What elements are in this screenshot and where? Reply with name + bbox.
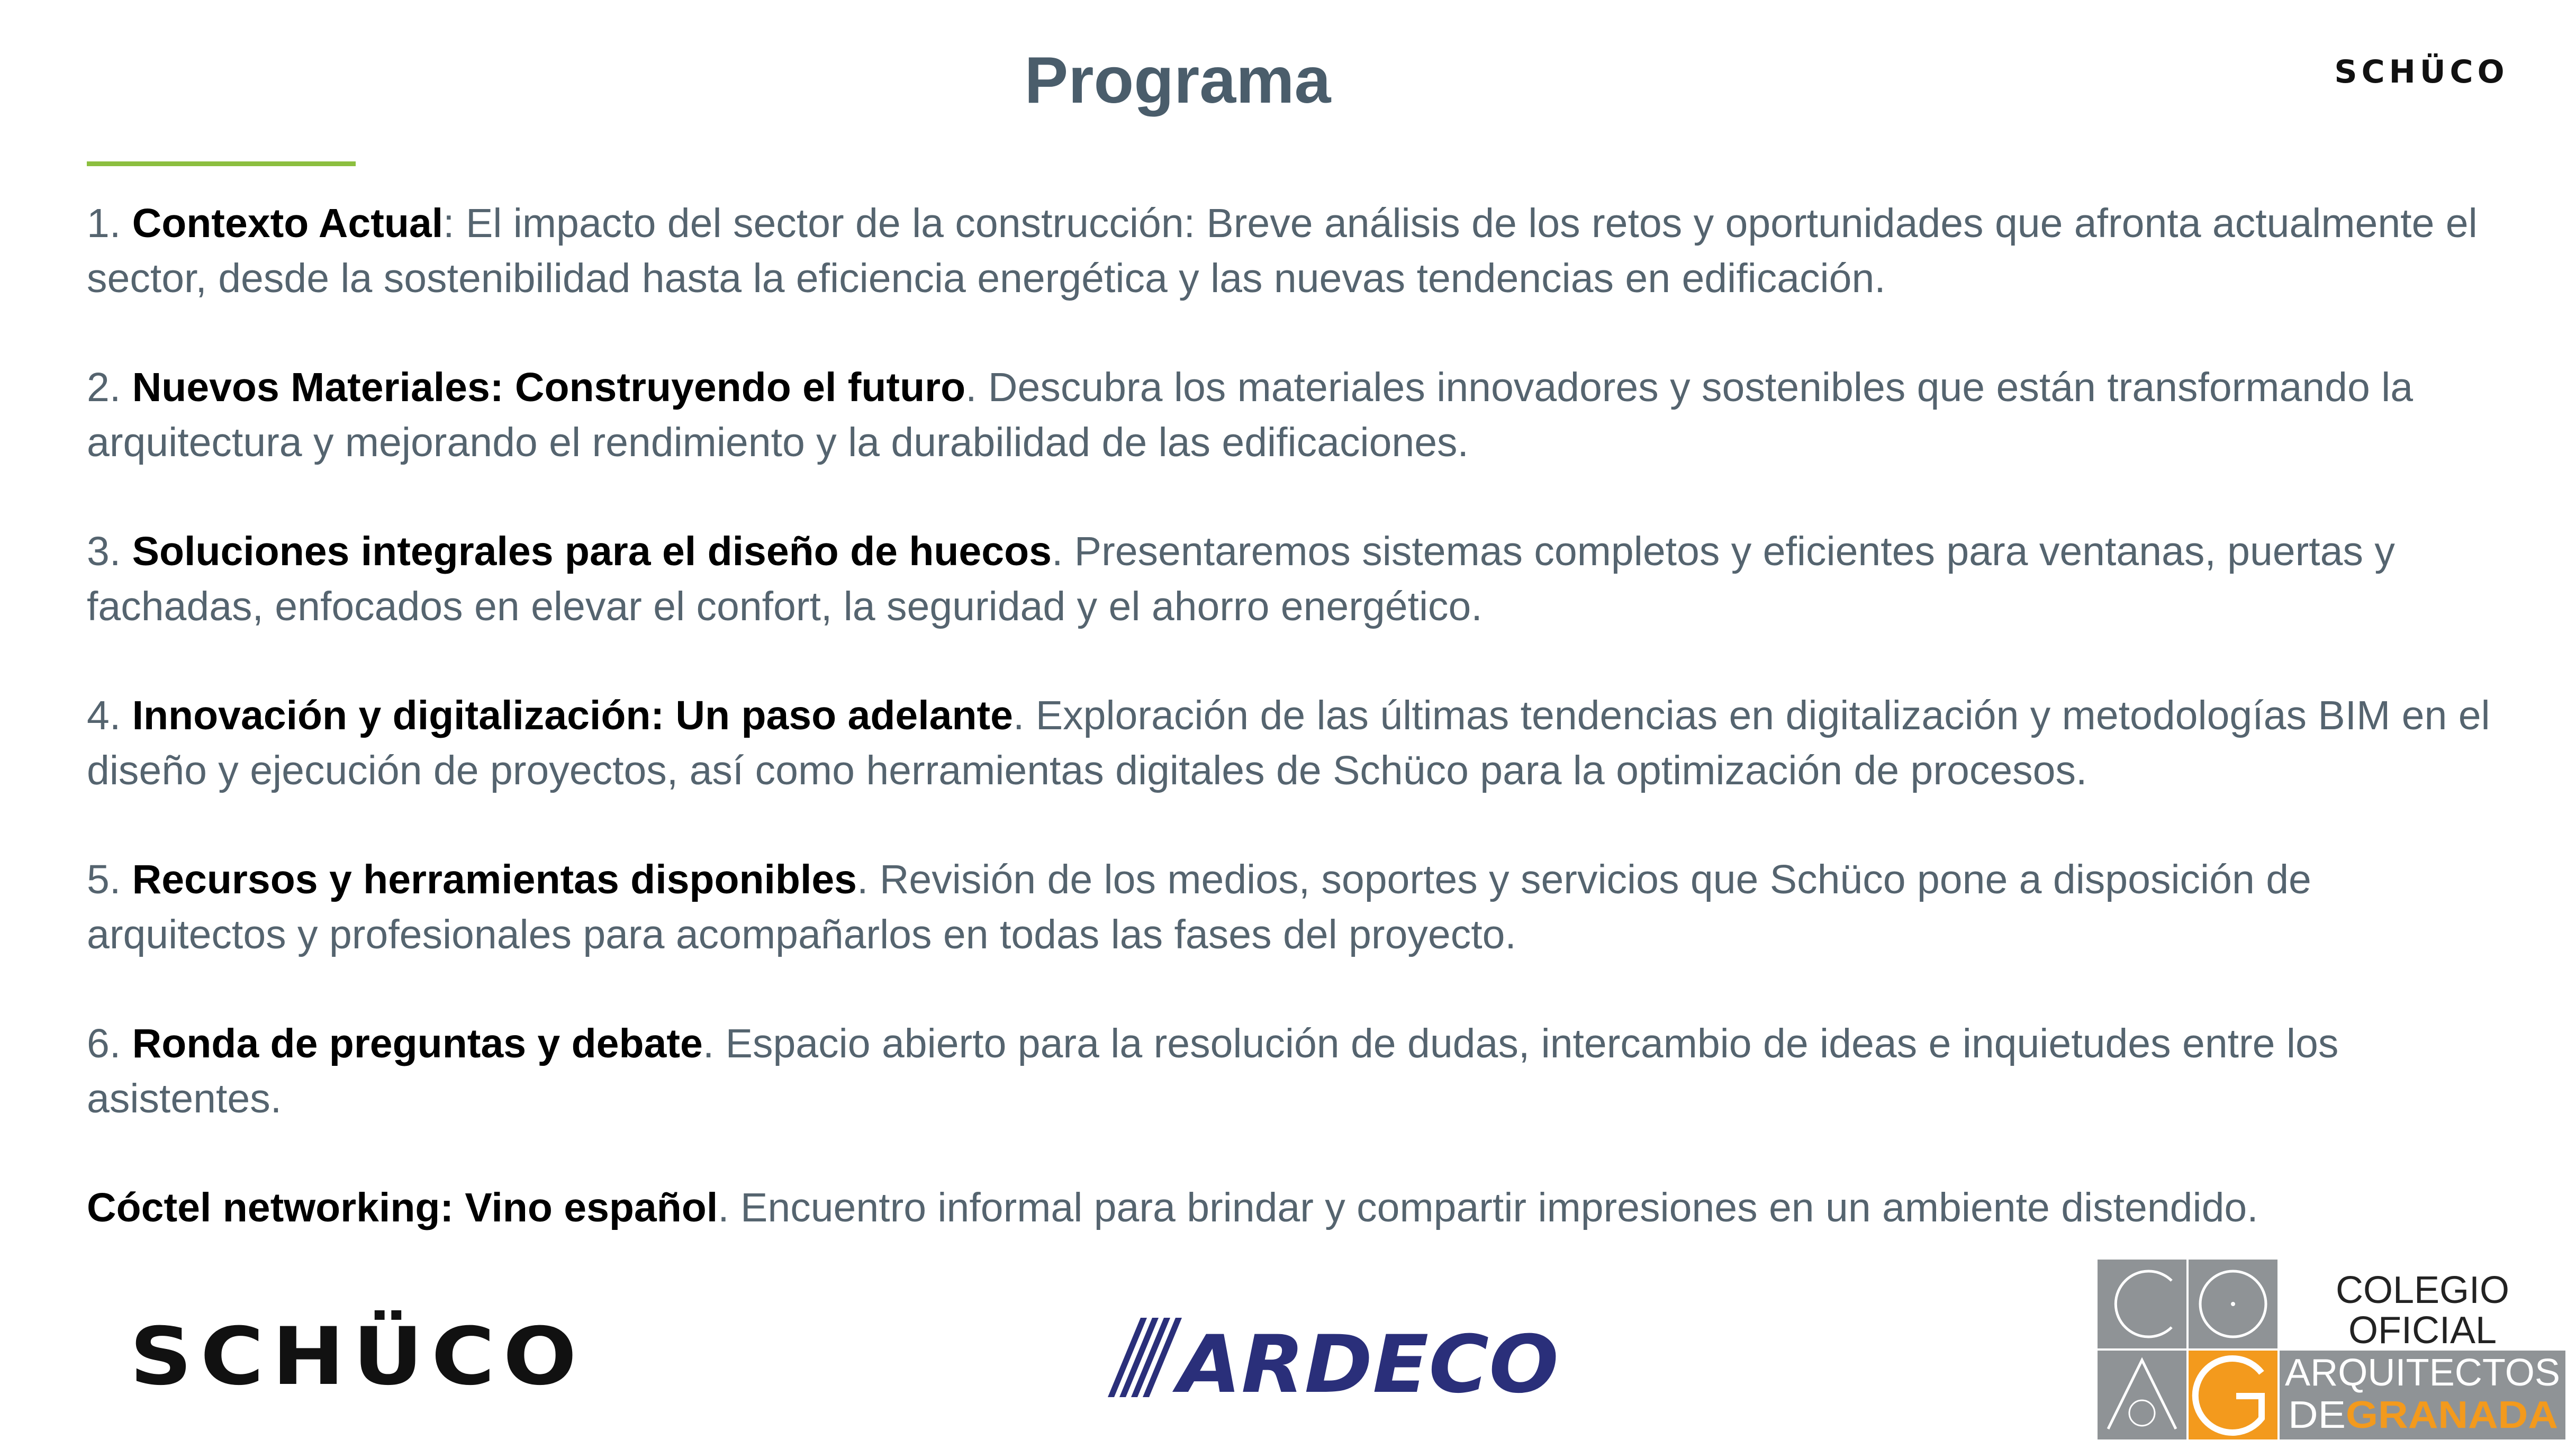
ardeco-logo-text: ARDECO xyxy=(1172,1319,1559,1402)
schuco-logo-icon xyxy=(124,1305,590,1394)
coag-line-4 xyxy=(2288,1394,2558,1436)
item-text: El impacto del sector de la construcción: Breve análisis de los retos y oportunidades que afronta actualmente el sector, desde la sostenibilidad hasta la eficiencia energética y las nuevas tendencias en edificación. xyxy=(87,201,2478,301)
program-list xyxy=(87,196,2521,1289)
header-schuco-logo-icon xyxy=(2324,48,2519,90)
coag-line-3: ARQUITECTOS xyxy=(2285,1352,2560,1394)
item-number: 6. xyxy=(87,1021,132,1066)
item-separator: . xyxy=(1051,529,1074,574)
item-separator: . xyxy=(702,1021,726,1066)
item-heading: Cóctel networking: Vino español xyxy=(87,1185,718,1230)
coag-line-4-prefix: DE xyxy=(2288,1394,2342,1436)
program-item-2 xyxy=(87,360,2521,470)
item-text: Exploración de las últimas tendencias en digitalización y metodologías BIM en el diseño y ejecución de proyectos, así como herramientas digitales de Schüco para la optimización de procesos. xyxy=(87,693,2490,793)
coag-logo-icon xyxy=(2098,1260,2565,1439)
coag-line-1: COLEGIO xyxy=(2335,1269,2510,1311)
item-number: 2. xyxy=(87,365,132,410)
item-heading: Contexto Actual xyxy=(132,201,444,246)
coag-line-4-bold: GRANADA xyxy=(2346,1394,2541,1436)
item-text: Presentaremos sistemas completos y eficientes para ventanas, puertas y fachadas, enfocados en elevar el confort, la seguridad y el ahorro energético. xyxy=(87,529,2395,629)
coag-dot xyxy=(2231,1302,2235,1306)
item-separator: . xyxy=(965,365,988,410)
item-text: Revisión de los medios, soportes y servicios que Schüco pone a disposición de arquitectos y profesionales para acompañarlos en todas las fases del proyecto. xyxy=(87,857,2311,957)
item-heading: Innovación y digitalización: Un paso adelante xyxy=(132,693,1013,738)
program-item-6 xyxy=(87,1016,2521,1126)
program-item-3 xyxy=(87,524,2521,634)
header-logo-text: SCHÜCO xyxy=(2334,53,2509,90)
item-separator: . xyxy=(857,857,880,902)
item-number: 4. xyxy=(87,693,132,738)
item-heading: Recursos y herramientas disponibles xyxy=(132,857,857,902)
program-item-1 xyxy=(87,196,2521,306)
item-text: Descubra los materiales innovadores y sostenibles que están transformando la arquitectura y mejorando el rendimiento y la durabilidad de las edificaciones. xyxy=(87,365,2414,465)
item-heading: Nuevos Materiales: Construyendo el futuro xyxy=(132,365,966,410)
program-item-5 xyxy=(87,852,2521,962)
schuco-logo-text: SCHÜCO xyxy=(130,1311,547,1394)
item-number: 3. xyxy=(87,529,132,574)
program-item-networking xyxy=(87,1180,2521,1235)
item-separator: : xyxy=(443,201,466,246)
program-item-4 xyxy=(87,688,2521,798)
title-accent-line xyxy=(87,161,356,166)
item-number: 1. xyxy=(87,201,132,246)
ardeco-stripes xyxy=(1108,1318,1182,1397)
item-heading: Soluciones integrales para el diseño de huecos xyxy=(132,529,1052,574)
item-heading: Ronda de preguntas y debate xyxy=(132,1021,703,1066)
ardeco-logo-icon xyxy=(1104,1312,1569,1402)
item-separator: . xyxy=(1013,693,1036,738)
item-number: 5. xyxy=(87,857,132,902)
item-text: Encuentro informal para brindar y compartir impresiones en un ambiente distendido. xyxy=(740,1185,2258,1230)
coag-line-2: OFICIAL xyxy=(2348,1309,2497,1352)
page-title: Programa xyxy=(1024,44,1331,117)
item-text: Espacio abierto para la resolución de dudas, intercambio de ideas e inquietudes entre los asistentes. xyxy=(87,1021,2339,1121)
item-separator: . xyxy=(718,1185,741,1230)
